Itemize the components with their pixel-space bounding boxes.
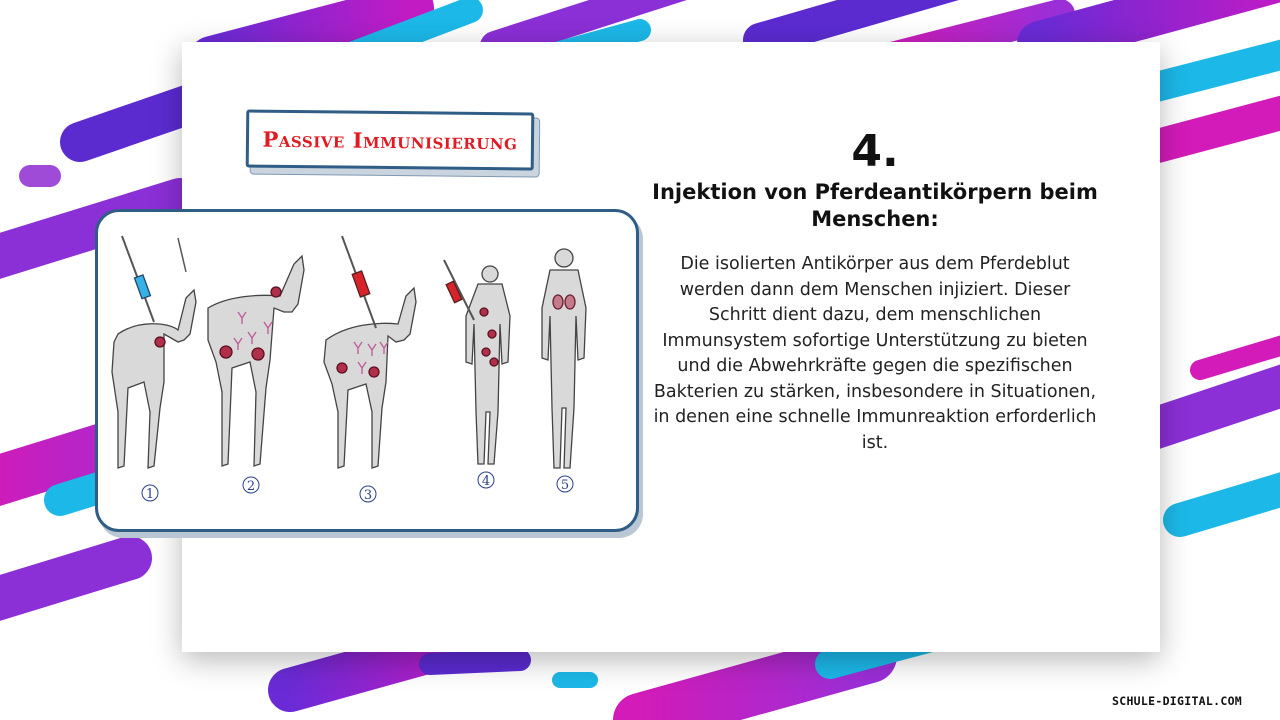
horse-1-figure xyxy=(112,236,196,468)
step-description: Die isolierten Antikörper aus dem Pferdeblut werden dann dem Menschen injiziert. Dieser Schritt dient dazu, dem menschlichen Immunsystem sofortige Unterstützung zu bieten und die Abwehrkräfte gegen die spezifischen Bakterien zu stärken, insbesondere in Situationen, in denen eine schnelle Immunreaktion erforderlich ist. xyxy=(653,254,1097,453)
illustration-frame xyxy=(95,209,639,532)
step-label-1: 1 xyxy=(145,487,155,502)
title-badge xyxy=(246,109,535,170)
human-5-figure xyxy=(542,249,586,468)
human-4-figure xyxy=(444,260,510,464)
step-label-5: 5 xyxy=(560,478,570,493)
watermark: SCHULE-DIGITAL.COM xyxy=(1112,694,1243,708)
illustration-drawing xyxy=(98,212,636,529)
horse-2-figure xyxy=(208,256,304,466)
step-heading: Injektion von Pferdeantikörpern beim Menschen: xyxy=(652,180,1098,231)
step-label-3: 3 xyxy=(363,488,373,503)
step-label-2: 2 xyxy=(246,479,256,494)
step-number: 4. xyxy=(851,126,899,177)
horse-3-figure xyxy=(324,236,416,468)
badge-title: Passive Immunisierung xyxy=(262,126,518,154)
step-label-4: 4 xyxy=(481,474,491,489)
